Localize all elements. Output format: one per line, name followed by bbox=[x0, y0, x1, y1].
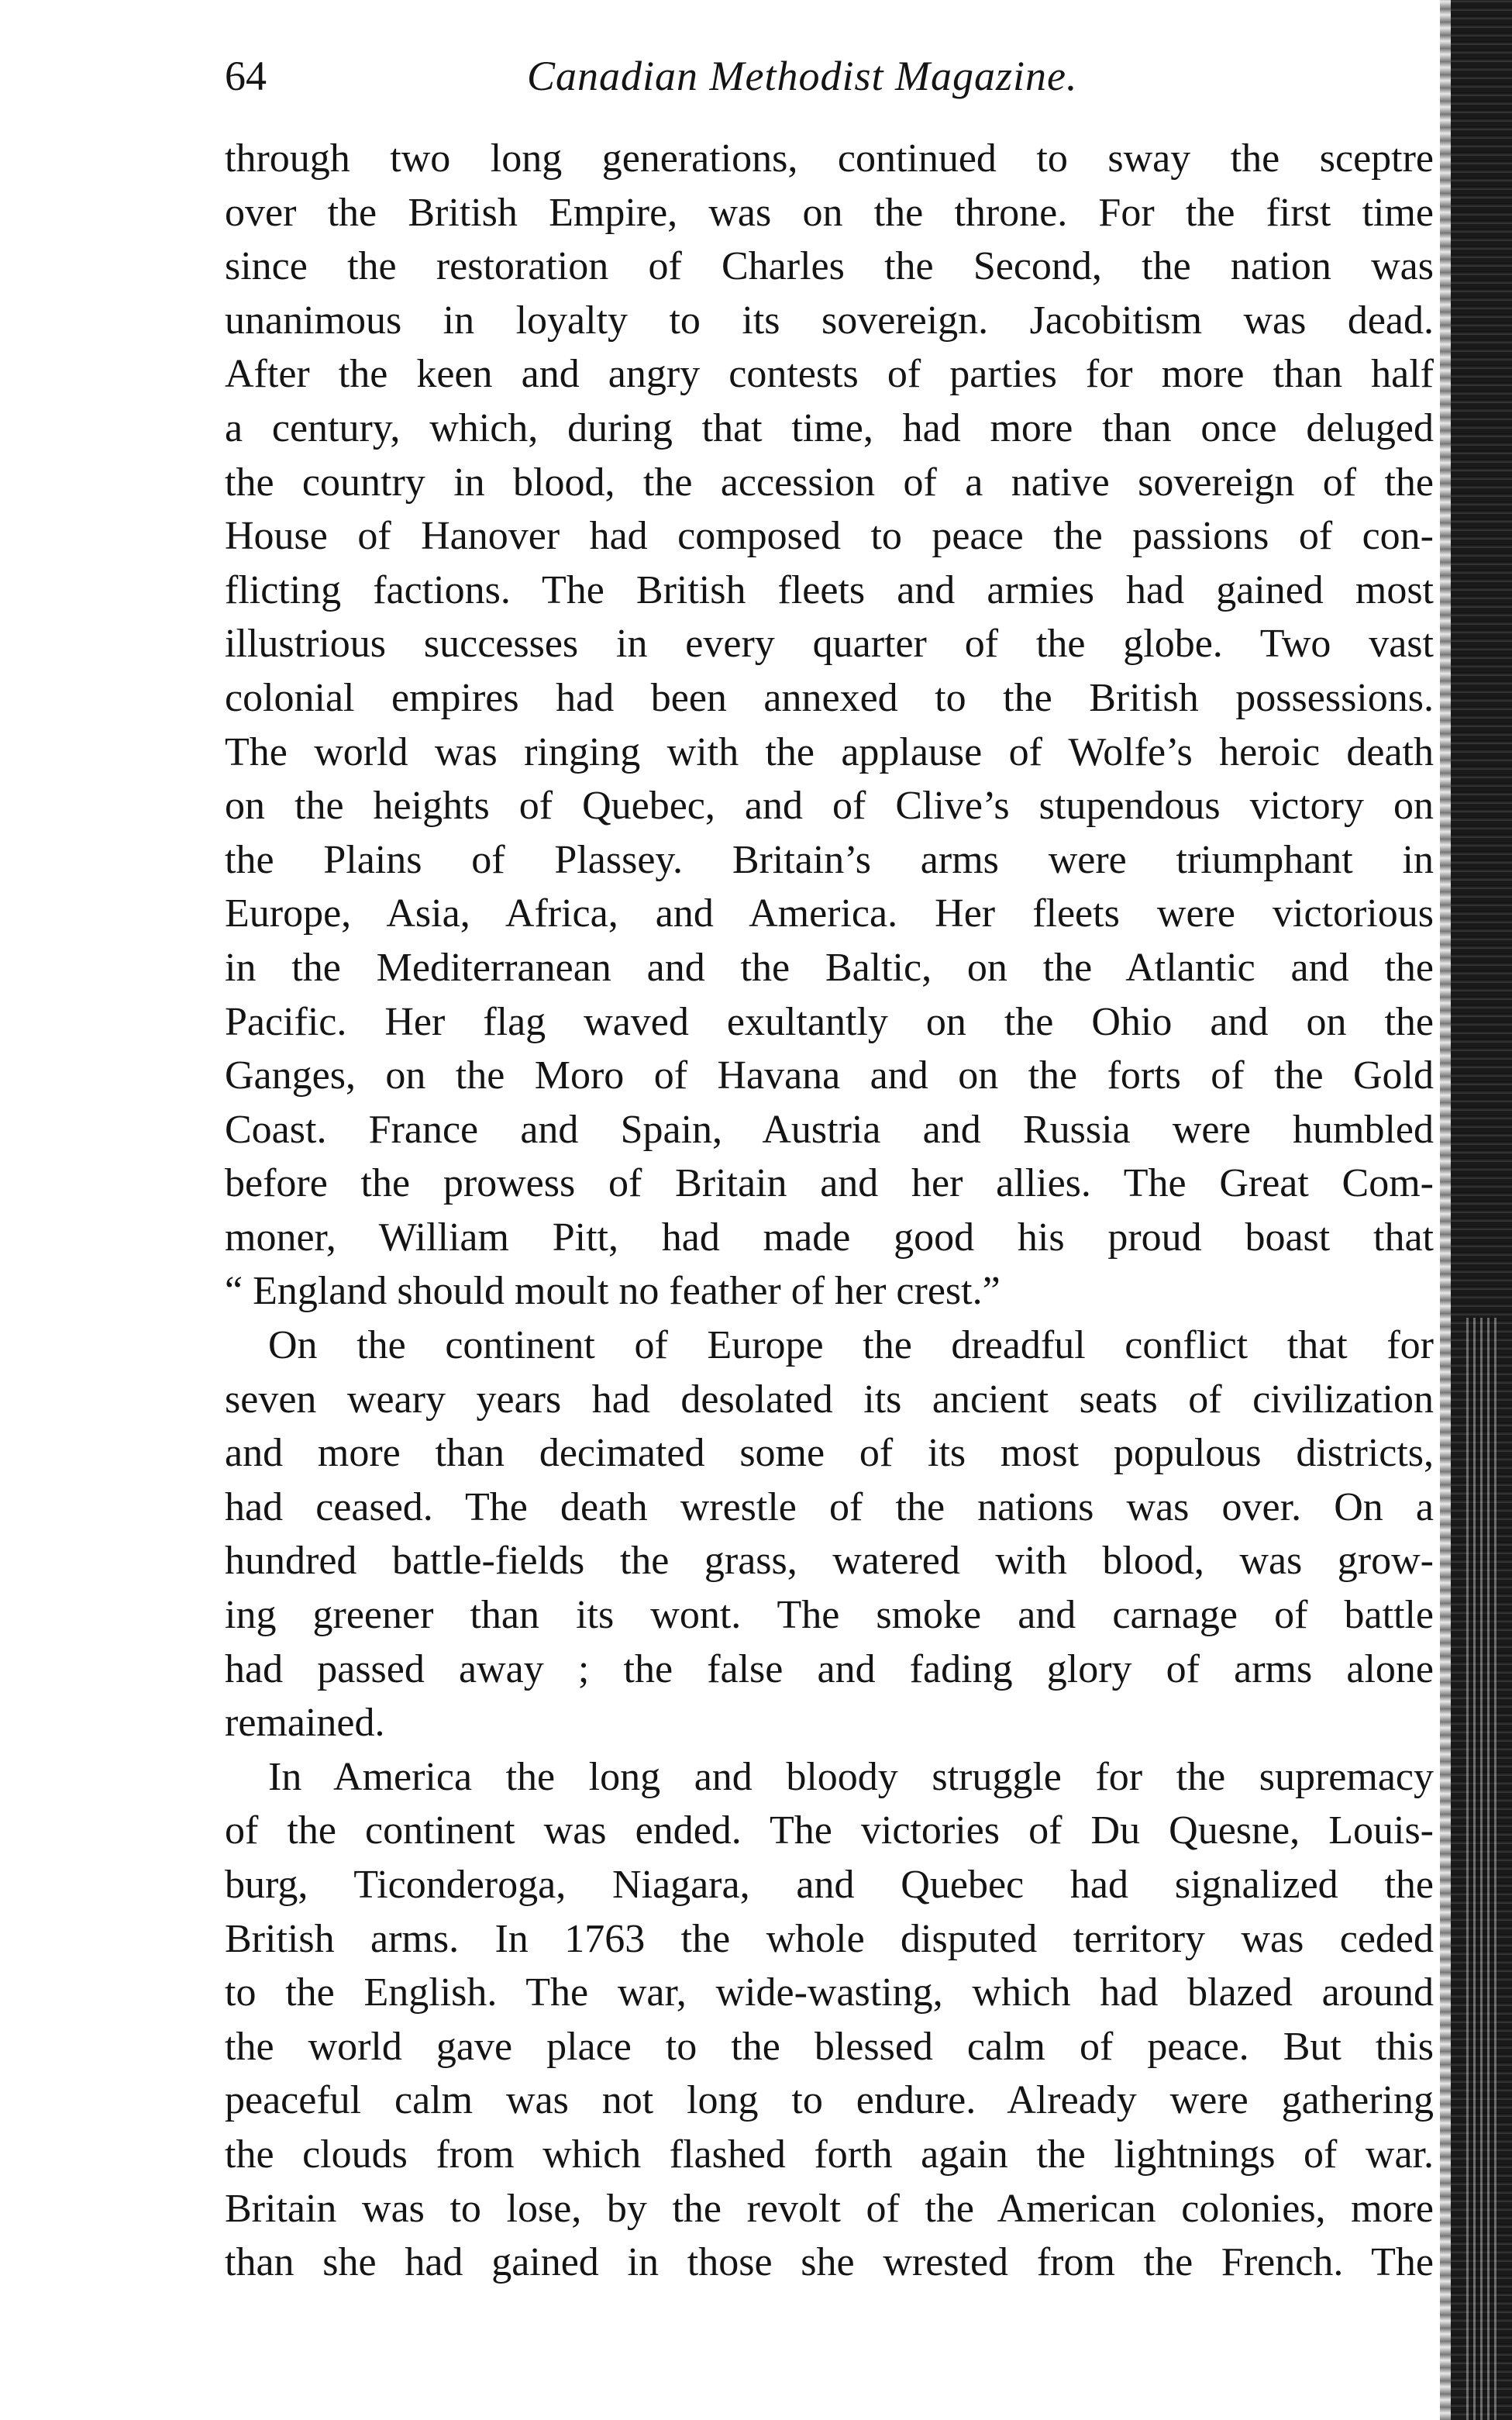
text-line: British arms. In 1763 the whole disputed territory was ceded bbox=[225, 1916, 1434, 1961]
text-line: in the Mediterranean and the Baltic, on the Atlantic and the bbox=[225, 945, 1434, 990]
text-line: seven weary years had desolated its ancient seats of civilization bbox=[225, 1377, 1434, 1422]
text-line: through two long generations, continued to sway the sceptre bbox=[225, 136, 1434, 181]
text-line: of the continent was ended. The victories of Du Quesne, Louis- bbox=[225, 1808, 1434, 1853]
text-line: colonial empires had been annexed to the British possessions. bbox=[225, 675, 1434, 720]
text-line: burg, Ticonderoga, Niagara, and Quebec had signalized the bbox=[225, 1863, 1434, 1907]
paragraph-3 bbox=[225, 1750, 1434, 2290]
text-line: Europe, Asia, Africa, and America. Her fleets were victorious bbox=[225, 891, 1434, 936]
text-line: since the restoration of Charles the Second, the nation was bbox=[225, 244, 1434, 289]
paragraph-1 bbox=[225, 132, 1434, 1319]
text-line: The world was ringing with the applause of Wolfe’s heroic death bbox=[225, 729, 1434, 774]
text-line: moner, William Pitt, had made good his proud boast that bbox=[225, 1215, 1434, 1260]
text-line: the world gave place to the blessed calm of peace. But this bbox=[225, 2024, 1434, 2069]
text-line: to the English. The war, wide-wasting, which had blazed around bbox=[225, 1970, 1434, 2015]
page-number: 64 bbox=[225, 53, 267, 99]
text-line: over the British Empire, was on the throne. For the first time bbox=[225, 190, 1434, 235]
text-line: the Plains of Plassey. Britain’s arms were triumphant in bbox=[225, 837, 1434, 882]
text-line: than she had gained in those she wrested from the French. The bbox=[225, 2240, 1434, 2285]
text-line: “ England should moult no feather of her crest.” bbox=[225, 1269, 1001, 1314]
text-line: Pacific. Her flag waved exultantly on the Ohio and on the bbox=[225, 999, 1434, 1044]
paragraph-2 bbox=[225, 1319, 1434, 1750]
running-head bbox=[225, 45, 1434, 107]
text-line: Britain was to lose, by the revolt of the American colonies, more bbox=[225, 2186, 1434, 2231]
text-line: and more than decimated some of its most populous districts, bbox=[225, 1431, 1434, 1476]
text-line: before the prowess of Britain and her allies. The Great Com- bbox=[225, 1161, 1434, 1206]
binding-edge bbox=[1451, 0, 1512, 2420]
text-line: illustrious successes in every quarter of the globe. Two vast bbox=[225, 622, 1434, 667]
text-line: ing greener than its wont. The smoke and carnage of battle bbox=[225, 1593, 1434, 1638]
text-line: After the keen and angry contests of parties for more than half bbox=[225, 352, 1434, 397]
running-title: Canadian Methodist Magazine. bbox=[527, 53, 1078, 99]
text-line: House of Hanover had composed to peace the passions of con- bbox=[225, 514, 1434, 559]
text-line: In America the long and bloody struggle for the supremacy bbox=[268, 1754, 1434, 1799]
text-line: remained. bbox=[225, 1701, 385, 1746]
text-line: Coast. France and Spain, Austria and Russia were humbled bbox=[225, 1107, 1434, 1152]
text-line: flicting factions. The British fleets and armies had gained most bbox=[225, 567, 1434, 612]
body-text bbox=[225, 132, 1434, 2290]
text-line: on the heights of Quebec, and of Clive’s stupendous victory on bbox=[225, 784, 1434, 829]
text-line: the clouds from which flashed forth again the lightnings of war. bbox=[225, 2132, 1434, 2177]
text-line: had passed away ; the false and fading glory of arms alone bbox=[225, 1646, 1434, 1691]
text-line: a century, which, during that time, had more than once deluged bbox=[225, 405, 1434, 450]
text-line: had ceased. The death wrestle of the nations was over. On a bbox=[225, 1484, 1434, 1529]
text-line: the country in blood, the accession of a native sovereign of the bbox=[225, 460, 1434, 505]
text-line: Ganges, on the Moro of Havana and on the forts of the Gold bbox=[225, 1053, 1434, 1098]
text-line: peaceful calm was not long to endure. Already were gathering bbox=[225, 2078, 1434, 2123]
text-line: hundred battle-fields the grass, watered with blood, was grow- bbox=[225, 1539, 1434, 1584]
text-line: unanimous in loyalty to its sovereign. Jacobitism was dead. bbox=[225, 298, 1434, 343]
text-line: On the continent of Europe the dreadful conflict that for bbox=[268, 1323, 1434, 1368]
